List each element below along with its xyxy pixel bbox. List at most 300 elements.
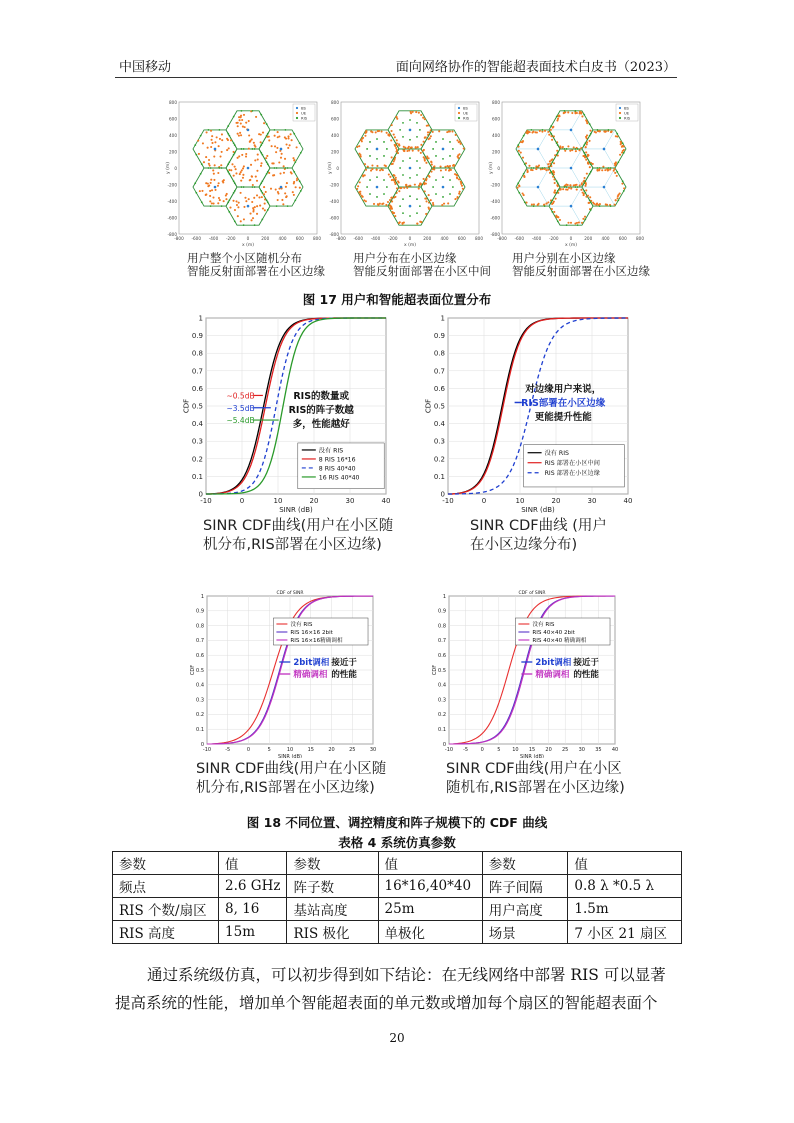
- ue-marker: [538, 164, 540, 166]
- ue-marker: [389, 199, 391, 201]
- ue-marker: [614, 204, 616, 206]
- ue-marker: [584, 216, 586, 218]
- header-left: 中国移动: [119, 60, 172, 75]
- ue-marker: [589, 140, 591, 142]
- ue-marker: [266, 155, 268, 157]
- ris-marker: [409, 157, 411, 159]
- ue-marker: [563, 112, 565, 114]
- ue-marker: [286, 195, 288, 197]
- ue-marker: [540, 168, 542, 170]
- ris-marker: [589, 173, 591, 175]
- ue-marker: [362, 196, 364, 198]
- ue-marker: [361, 140, 363, 142]
- ue-marker: [262, 208, 264, 210]
- legend-marker: [296, 107, 298, 109]
- ue-marker: [219, 156, 221, 158]
- ris-marker: [399, 205, 401, 207]
- table-row: [113, 898, 682, 921]
- bs-marker: [376, 186, 379, 189]
- ue-marker: [371, 164, 373, 166]
- ue-marker: [296, 178, 298, 180]
- table-cell: 值: [378, 852, 482, 875]
- ue-marker: [579, 184, 581, 186]
- ue-marker: [408, 149, 410, 151]
- ue-marker: [284, 158, 286, 160]
- ue-marker: [276, 147, 278, 149]
- ue-marker: [283, 172, 285, 174]
- ue-marker: [449, 165, 451, 167]
- ris-marker: [449, 193, 451, 195]
- bs-marker: [442, 186, 445, 189]
- ue-marker: [596, 203, 598, 205]
- ue-marker: [391, 156, 393, 158]
- ue-marker: [242, 177, 244, 179]
- ris-marker: [267, 209, 269, 211]
- ue-marker: [395, 177, 397, 179]
- ue-marker: [616, 175, 618, 177]
- ris-marker: [551, 199, 553, 201]
- ue-marker: [265, 191, 267, 193]
- legend-label: RIS 40×40 精确调相: [532, 638, 587, 644]
- ris-marker: [452, 148, 454, 150]
- ue-marker: [234, 209, 236, 211]
- ue-marker: [277, 199, 279, 201]
- ris-marker: [241, 186, 243, 188]
- ue-marker: [252, 210, 254, 212]
- ue-marker: [210, 182, 212, 184]
- ris-marker: [617, 161, 619, 163]
- ue-marker: [432, 131, 434, 133]
- ue-marker: [237, 215, 239, 217]
- x-tick-label: 10: [512, 747, 519, 753]
- ue-marker: [256, 213, 258, 215]
- ue-marker: [553, 211, 555, 213]
- ue-marker: [255, 116, 257, 118]
- x-axis-label: SINR (dB): [520, 754, 544, 758]
- bs-marker: [603, 186, 606, 189]
- ris-marker: [575, 186, 577, 188]
- ue-marker: [391, 130, 393, 132]
- ris-marker: [542, 167, 544, 169]
- page-number: 20: [389, 1031, 405, 1045]
- ue-marker: [240, 220, 242, 222]
- y-tick-label: 0: [442, 741, 446, 748]
- y-tick-label: 0.5: [433, 402, 445, 411]
- bs-marker: [603, 148, 606, 151]
- ris-marker: [402, 122, 404, 124]
- ue-marker: [621, 146, 623, 148]
- y-tick-label: -400: [329, 199, 339, 204]
- paragraph-line-2: 提高系统的性能，增加单个智能超表面的单元数或增加每个扇区的智能超表面个: [115, 994, 658, 1012]
- ris-marker: [402, 136, 404, 138]
- ue-marker: [403, 187, 405, 189]
- ue-marker: [381, 130, 383, 132]
- ue-marker: [211, 189, 213, 191]
- ris-marker: [210, 205, 212, 207]
- ue-marker: [274, 145, 276, 147]
- note-text: 精确调相: [293, 670, 328, 680]
- ue-marker: [587, 154, 589, 156]
- ue-marker: [391, 211, 393, 213]
- ue-marker: [555, 216, 557, 218]
- ue-marker: [252, 217, 254, 219]
- legend-marker: [619, 117, 621, 119]
- ue-marker: [454, 198, 456, 200]
- legend-label: 8 RIS 16*16: [318, 456, 356, 464]
- ue-marker: [457, 156, 459, 158]
- ue-marker: [615, 161, 617, 163]
- y-tick-label: 800: [492, 100, 500, 105]
- x-tick-label: 20: [328, 747, 335, 753]
- x-tick-label: 600: [295, 236, 304, 241]
- ue-marker: [585, 183, 587, 185]
- ris-marker: [617, 199, 619, 201]
- ue-marker: [382, 203, 384, 205]
- y-tick-label: 400: [331, 133, 339, 138]
- ris-marker: [590, 201, 592, 203]
- ue-marker: [587, 195, 589, 197]
- x-tick-label: 600: [457, 236, 466, 241]
- ue-marker: [393, 134, 395, 136]
- ue-marker: [611, 131, 613, 133]
- ue-marker: [362, 137, 364, 139]
- ue-marker: [463, 148, 465, 150]
- ris-marker: [442, 176, 444, 178]
- fig17-subcaption-1: 用户整个小区随机分布 智能反射面部署在小区边缘: [187, 251, 325, 278]
- ue-marker: [234, 166, 236, 168]
- y-tick-label: -600: [167, 215, 177, 221]
- ris-marker: [383, 141, 385, 143]
- ris-marker: [233, 180, 235, 182]
- ue-marker: [592, 202, 594, 204]
- ue-marker: [556, 150, 558, 152]
- ue-marker: [292, 191, 294, 193]
- ue-marker: [621, 152, 623, 154]
- ue-marker: [270, 188, 272, 190]
- table-row: [113, 921, 682, 944]
- ue-marker: [237, 157, 239, 159]
- x-tick-label: 20: [545, 747, 552, 753]
- y-tick-label: -200: [329, 182, 339, 188]
- ue-marker: [393, 179, 395, 181]
- ue-marker: [557, 115, 559, 117]
- ue-marker: [607, 170, 609, 172]
- ris-marker: [274, 129, 276, 131]
- ue-marker: [281, 199, 283, 201]
- y-tick-label: 0.2: [191, 455, 203, 464]
- ue-marker: [243, 114, 245, 116]
- ue-marker: [396, 139, 398, 141]
- ue-marker: [420, 221, 422, 223]
- ue-marker: [370, 130, 372, 132]
- ris-marker: [449, 179, 451, 181]
- ue-marker: [235, 168, 237, 170]
- ue-marker: [296, 146, 298, 148]
- paragraph-line-1: 通过系统级仿真，可以初步得到如下结论：在无线网络中部署 RIS 可以显著: [147, 966, 666, 984]
- y-tick-label: 800: [169, 100, 177, 105]
- ue-marker: [573, 184, 575, 186]
- ue-marker: [214, 141, 216, 143]
- ue-marker: [461, 185, 463, 187]
- ue-marker: [262, 132, 264, 134]
- y-tick-label: 0.1: [191, 472, 203, 481]
- ue-marker: [356, 188, 358, 190]
- ue-marker: [237, 206, 239, 208]
- ris-marker: [435, 155, 437, 157]
- y-tick-label: 0.6: [191, 384, 203, 393]
- ris-marker: [442, 138, 444, 140]
- ue-marker: [425, 183, 427, 185]
- x-tick-label: -10: [202, 747, 212, 753]
- table-cell: 基站高度: [287, 898, 378, 921]
- ue-marker: [226, 138, 228, 140]
- ue-marker: [240, 115, 242, 117]
- ue-marker: [425, 213, 427, 215]
- x-tick-label: 800: [313, 236, 321, 241]
- bs-marker: [570, 167, 573, 170]
- x-tick-label: 30: [345, 497, 355, 505]
- note-text: 接近于: [573, 658, 599, 668]
- ue-marker: [617, 195, 619, 197]
- ris-marker: [556, 180, 558, 182]
- fig17-subcaption-2: 用户分布在小区边缘 智能反射面部署在小区中间: [353, 251, 491, 278]
- ue-marker: [238, 202, 240, 204]
- ue-marker: [456, 174, 458, 176]
- ue-marker: [244, 197, 246, 199]
- ue-marker: [425, 200, 427, 202]
- x-axis-label: x (m): [242, 243, 254, 248]
- y-tick-label: 1: [198, 314, 203, 323]
- y-tick-label: 0.6: [433, 384, 445, 393]
- ris-marker: [432, 148, 434, 150]
- y-tick-label: 0: [200, 741, 204, 748]
- ue-marker: [295, 186, 297, 188]
- legend-label: RIS: [301, 115, 308, 121]
- ue-marker: [426, 155, 428, 157]
- x-tick-label: -200: [387, 236, 398, 241]
- ue-marker: [209, 200, 211, 202]
- ue-marker: [422, 117, 424, 119]
- y-tick-label: 0.3: [433, 437, 445, 446]
- ue-marker: [286, 143, 288, 145]
- ue-marker: [221, 133, 223, 135]
- ue-marker: [205, 193, 207, 195]
- ris-marker: [266, 123, 268, 125]
- ris-marker: [416, 198, 418, 200]
- ue-marker: [275, 151, 277, 153]
- x-tick-label: 200: [423, 236, 432, 241]
- x-tick-label: -600: [353, 236, 364, 241]
- ue-marker: [553, 178, 555, 180]
- ris-marker: [409, 195, 411, 197]
- ue-marker: [378, 130, 380, 132]
- ue-marker: [255, 176, 257, 178]
- x-tick-label: 10: [286, 747, 294, 753]
- ue-marker: [596, 169, 598, 171]
- ue-marker: [406, 150, 408, 152]
- ue-marker: [403, 146, 405, 148]
- x-tick-label: -5: [225, 747, 231, 753]
- ue-marker: [424, 190, 426, 192]
- ue-marker: [390, 205, 392, 207]
- ue-marker: [202, 142, 204, 144]
- ue-marker: [213, 173, 215, 175]
- table-cell: 值: [219, 852, 287, 875]
- ue-marker: [292, 157, 294, 159]
- ue-marker: [205, 156, 207, 158]
- y-tick-label: 0.8: [438, 623, 446, 630]
- x-tick-label: 25: [562, 747, 569, 753]
- ue-marker: [443, 203, 445, 205]
- ue-marker: [424, 198, 426, 200]
- ue-marker: [570, 184, 572, 186]
- header-right: 面向网络协作的智能超表面技术白皮书（2023）: [395, 60, 676, 75]
- ue-marker: [420, 152, 422, 154]
- ue-marker: [584, 177, 586, 179]
- ue-marker: [586, 143, 588, 145]
- ris-marker: [589, 135, 591, 137]
- ue-marker: [537, 204, 539, 206]
- legend-label: 16 RIS 40*40: [318, 474, 360, 482]
- table-cell: 参数: [113, 852, 219, 875]
- fig18-subcaption-3: SINR CDF曲线(用户在小区随 机分布,RIS部署在小区边缘): [196, 761, 387, 796]
- ris-marker: [610, 205, 612, 207]
- cdf-chart-ris-count: [178, 310, 393, 515]
- ris-marker: [221, 205, 223, 207]
- ris-marker: [590, 163, 592, 165]
- ue-marker: [241, 154, 243, 156]
- ris-marker: [409, 177, 411, 179]
- ue-marker: [199, 190, 201, 192]
- ris-marker: [449, 155, 451, 157]
- y-tick-label: 0.7: [433, 367, 445, 376]
- ue-marker: [201, 190, 203, 192]
- ue-marker: [580, 113, 582, 115]
- ue-marker: [602, 166, 604, 168]
- ue-marker: [525, 202, 527, 204]
- x-tick-label: 30: [369, 747, 377, 753]
- bs-marker: [537, 148, 540, 151]
- ue-marker: [541, 131, 543, 133]
- ris-marker: [531, 129, 533, 131]
- ue-marker: [243, 218, 245, 220]
- ris-marker: [233, 142, 235, 144]
- ue-marker: [551, 208, 553, 210]
- ue-marker: [212, 196, 214, 198]
- ris-marker: [228, 199, 230, 201]
- x-tick-label: 30: [587, 497, 597, 505]
- x-tick-label: 200: [584, 236, 593, 241]
- y-axis-label: y (m): [328, 162, 333, 174]
- x-tick-label: 20: [309, 497, 319, 505]
- ue-marker: [567, 111, 569, 113]
- ue-marker: [553, 191, 555, 193]
- ue-marker: [598, 130, 600, 132]
- legend-label: 没有 RIS: [290, 622, 313, 628]
- y-tick-label: 400: [492, 133, 500, 138]
- ue-marker: [245, 153, 247, 155]
- ue-marker: [576, 184, 578, 186]
- ris-marker: [416, 212, 418, 214]
- ue-marker: [571, 149, 573, 151]
- ue-marker: [456, 176, 458, 178]
- ris-marker: [556, 142, 558, 144]
- ue-marker: [570, 188, 572, 190]
- ue-marker: [241, 169, 243, 171]
- ris-marker: [254, 224, 256, 226]
- ue-marker: [440, 169, 442, 171]
- x-tick-label: 40: [381, 497, 391, 505]
- ris-marker: [293, 171, 295, 173]
- y-tick-label: 0.2: [433, 455, 445, 464]
- ue-marker: [621, 183, 623, 185]
- x-tick-label: 30: [578, 747, 585, 753]
- ue-marker: [547, 169, 549, 171]
- ue-marker: [275, 188, 277, 190]
- ue-marker: [408, 146, 410, 148]
- table-row: [113, 852, 682, 875]
- ue-marker: [448, 131, 450, 133]
- x-tick-label: 0: [569, 236, 573, 241]
- ue-marker: [281, 153, 283, 155]
- gain-annotation: ~0.5dB: [226, 391, 255, 401]
- table-row: [113, 875, 682, 898]
- ris-marker: [564, 110, 566, 112]
- ue-marker: [534, 131, 536, 133]
- bs-marker: [570, 205, 573, 208]
- table-cell: 0.8 λ *0.5 λ: [568, 875, 682, 898]
- ue-marker: [394, 144, 396, 146]
- y-tick-label: 0.4: [433, 420, 445, 429]
- x-tick-label: -800: [174, 236, 184, 241]
- x-tick-label: 10: [515, 497, 525, 505]
- note-text: 2bit调相: [293, 658, 330, 668]
- y-tick-label: 0.1: [196, 726, 204, 733]
- note-text: RIS的数量或: [293, 390, 350, 402]
- x-tick-label: 0: [246, 236, 250, 241]
- ris-marker: [260, 114, 262, 116]
- ue-marker: [420, 114, 422, 116]
- x-tick-label: 15: [528, 747, 536, 753]
- ue-marker: [585, 151, 587, 153]
- y-axis-label: y (m): [166, 162, 171, 174]
- ue-marker: [430, 135, 432, 137]
- bs-marker: [214, 186, 217, 189]
- ue-marker: [578, 221, 580, 223]
- ue-marker: [547, 201, 549, 203]
- ue-marker: [293, 194, 295, 196]
- table-cell: 单极化: [378, 921, 482, 944]
- ue-marker: [406, 187, 408, 189]
- ris-marker: [201, 163, 203, 165]
- ris-marker: [228, 161, 230, 163]
- ue-marker: [520, 152, 522, 154]
- ue-marker: [559, 219, 561, 221]
- ue-marker: [393, 159, 395, 161]
- ris-marker: [243, 224, 245, 226]
- ue-marker: [547, 163, 549, 165]
- legend-label: 8 RIS 40*40: [318, 465, 356, 473]
- x-tick-label: -10: [444, 747, 454, 753]
- bs-marker: [409, 129, 412, 132]
- ris-marker: [299, 142, 301, 144]
- ue-marker: [254, 144, 256, 146]
- ue-marker: [210, 130, 212, 132]
- ris-marker: [524, 201, 526, 203]
- ue-marker: [208, 159, 210, 161]
- ue-marker: [203, 161, 205, 163]
- ris-marker: [260, 182, 262, 184]
